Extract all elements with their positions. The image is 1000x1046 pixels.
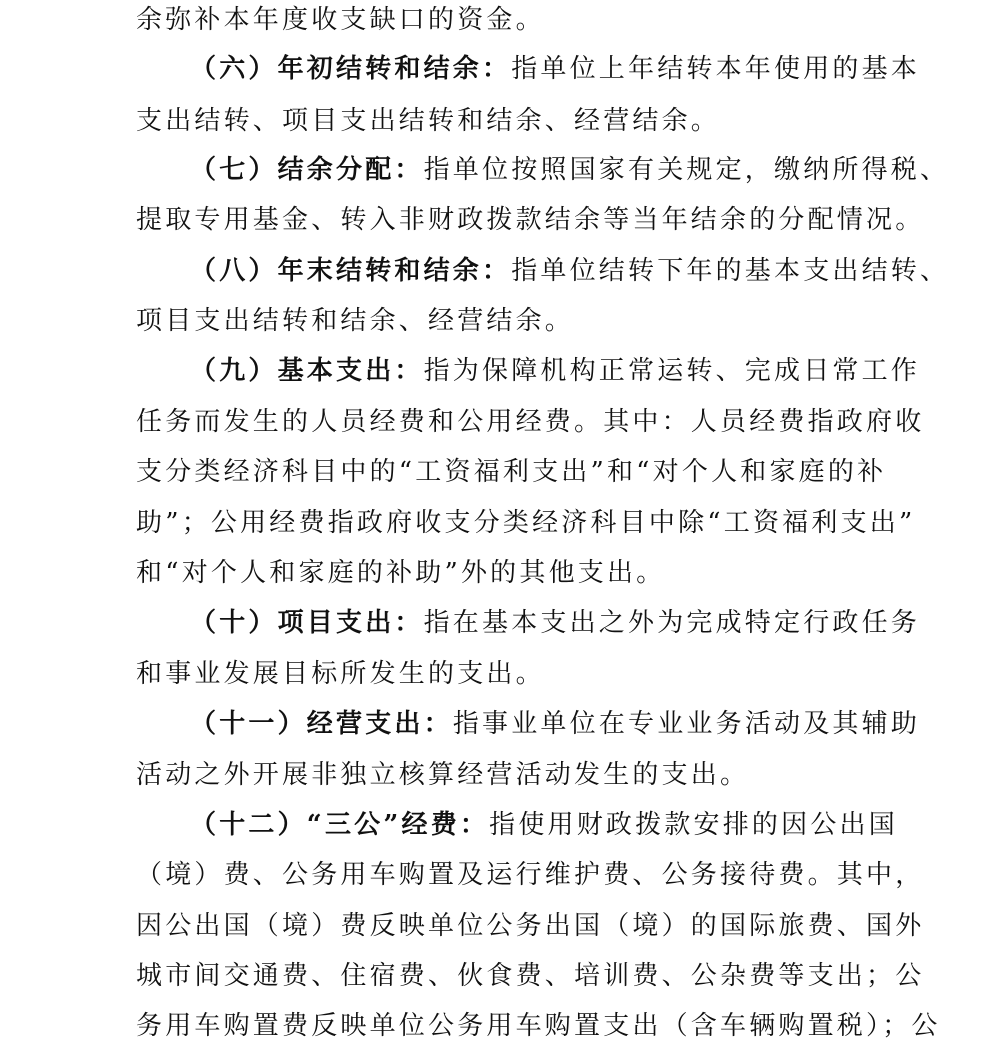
- line-text: 因公出国（境）费反映单位公务出国（境）的国际旅费、国外: [136, 911, 925, 941]
- line-text: 活动之外开展非独立核算经营活动发生的支出。: [136, 760, 750, 790]
- line-text: 指单位上年结转本年使用的基本: [511, 54, 921, 84]
- paragraph-line: [136, 0, 896, 40]
- line-text: （境）费、公务用车购置及运行维护费、公务接待费。其中，: [136, 860, 925, 890]
- line-text: 支分类经济科目中的“工资福利支出”和“对个人和家庭的补: [136, 457, 887, 487]
- paragraph-line: [136, 402, 925, 442]
- paragraph-line: [190, 351, 921, 391]
- line-text: 城市间交通费、住宿费、伙食费、培训费、公杂费等支出；公: [136, 961, 925, 991]
- section-term: （十二）“三公”经费：: [190, 810, 490, 840]
- line-text: 指事业单位在专业业务活动及其辅助: [452, 709, 921, 739]
- section-term: （七）结余分配：: [190, 155, 424, 185]
- section-term: （九）基本支出：: [190, 356, 424, 386]
- line-text: 余弥补本年度收支缺口的资金。: [136, 5, 545, 35]
- line-text: 务用车购置费反映单位公务用车购置支出（含车辆购置税）；公: [136, 1011, 941, 1041]
- line-text: 指在基本支出之外为完成特定行政任务: [423, 608, 921, 638]
- paragraph-line: [136, 755, 896, 795]
- line-text: 助”；公用经费指政府收支分类经济科目中除“工资福利支出”: [136, 508, 916, 538]
- paragraph-line: [136, 855, 925, 895]
- paragraph-line: [136, 654, 896, 694]
- paragraph-line: [190, 704, 921, 744]
- paragraph-line: [136, 956, 925, 996]
- paragraph-line: [136, 906, 925, 946]
- paragraph-line: [136, 452, 896, 492]
- paragraph-line: [190, 251, 950, 291]
- section-term: （十一）经营支出：: [190, 709, 453, 739]
- line-text: 项目支出结转和结余、经营结余。: [136, 306, 575, 336]
- paragraph-line: [190, 603, 921, 643]
- paragraph-line: [136, 101, 896, 141]
- paragraph-line: [190, 49, 921, 89]
- line-text: 指单位按照国家有关规定，缴纳所得税、: [423, 155, 950, 185]
- paragraph-line: [190, 150, 950, 190]
- line-text: 和“对个人和家庭的补助”外的其他支出。: [136, 558, 666, 588]
- line-text: 提取专用基金、转入非财政拨款结余等当年结余的分配情况。: [136, 205, 925, 235]
- section-term: （十）项目支出：: [190, 608, 424, 638]
- line-text: 任务而发生的人员经费和公用经费。其中：人员经费指政府收: [136, 407, 925, 437]
- paragraph-line: [190, 805, 896, 845]
- line-text: 和事业发展目标所发生的支出。: [136, 659, 545, 689]
- paragraph-line: [136, 1006, 941, 1046]
- section-term: （八）年末结转和结余：: [190, 256, 512, 286]
- section-term: （六）年初结转和结余：: [190, 54, 512, 84]
- paragraph-line: [136, 503, 916, 543]
- line-text: 指使用财政拨款安排的因公出国: [489, 810, 898, 840]
- paragraph-line: [136, 553, 896, 593]
- paragraph-line: [136, 200, 925, 240]
- line-text: 支出结转、项目支出结转和结余、经营结余。: [136, 106, 721, 136]
- line-text: 指为保障机构正常运转、完成日常工作: [423, 356, 921, 386]
- line-text: 指单位结转下年的基本支出结转、: [511, 256, 950, 286]
- paragraph-line: [136, 301, 896, 341]
